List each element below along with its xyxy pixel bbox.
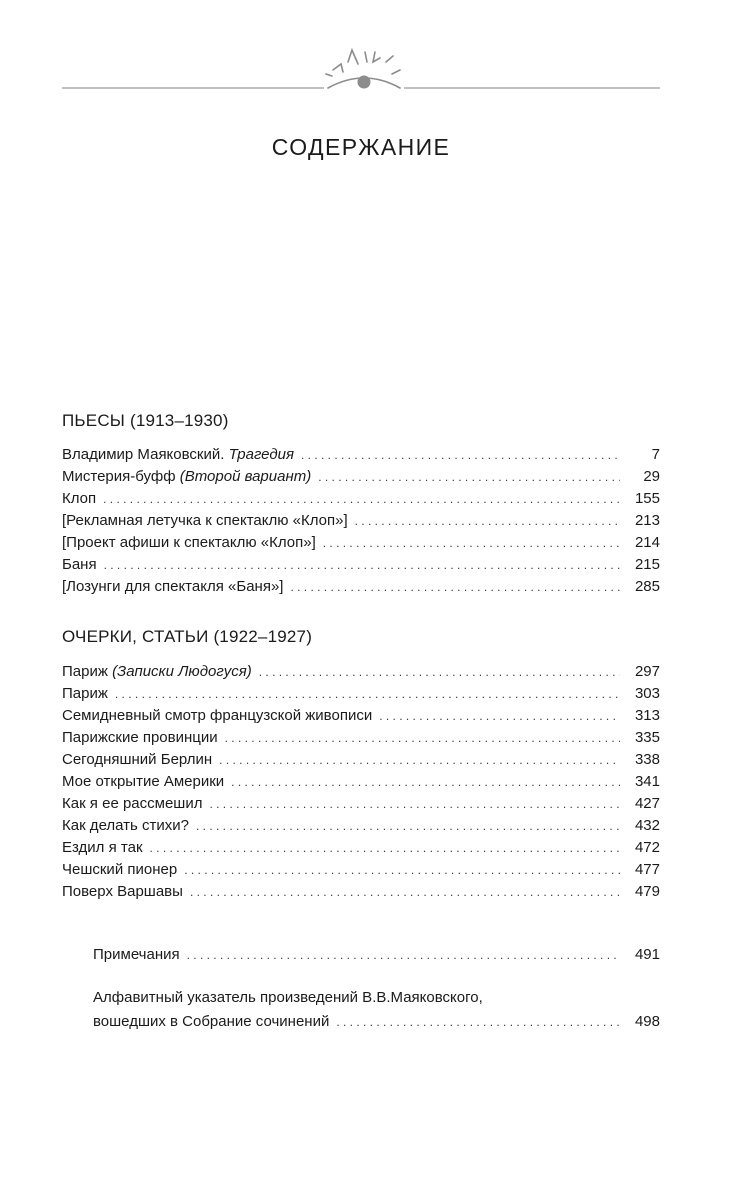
entry-title	[62, 466, 311, 488]
entry-page-number: 491	[634, 946, 660, 963]
entry-title-main: Владимир Маяковский.	[62, 446, 225, 463]
toc-entry-notes[interactable]	[93, 943, 660, 967]
entry-title	[62, 510, 348, 532]
toc-entry[interactable]	[62, 488, 660, 510]
entry-title-line2: вошедших в Собрание сочинений	[93, 1013, 330, 1030]
dot-leader	[219, 749, 620, 771]
entry-title	[62, 444, 294, 466]
dot-leader	[355, 510, 620, 532]
entry-title	[62, 815, 189, 837]
toc-entry[interactable]	[62, 683, 660, 705]
entry-title	[62, 554, 97, 576]
entry-title	[62, 488, 96, 510]
dot-leader	[190, 881, 620, 903]
entry-title	[62, 661, 252, 683]
entry-title-italic: (Второй вариант)	[179, 468, 312, 485]
entry-page-number: 155	[634, 490, 660, 507]
entry-title-main: Париж	[62, 663, 108, 680]
toc-entry[interactable]	[62, 749, 660, 771]
entry-title-main: [Проект афиши к спектаклю «Клоп»]	[62, 534, 316, 551]
toc-list-plays	[62, 444, 660, 598]
entry-title	[62, 705, 372, 727]
dot-leader	[184, 859, 620, 881]
dot-leader	[290, 576, 620, 598]
header-ornament	[62, 40, 660, 104]
entry-page-number: 338	[634, 751, 660, 768]
toc-entry[interactable]	[62, 859, 660, 881]
entry-title	[62, 683, 108, 705]
entry-title-main: Баня	[62, 556, 97, 573]
dot-leader	[301, 444, 620, 466]
entry-title-line1: Алфавитный указатель произведений В.В.Маяковского,	[93, 989, 483, 1006]
entry-title-main: Как делать стихи?	[62, 817, 189, 834]
toc-entry[interactable]	[62, 661, 660, 683]
entry-page-number: 297	[634, 663, 660, 680]
entry-page-number: 498	[634, 1013, 660, 1030]
entry-title	[62, 749, 212, 771]
entry-title-main: [Рекламная летучка к спектаклю «Клоп»]	[62, 512, 348, 529]
entry-title	[62, 576, 283, 598]
dot-leader	[196, 815, 620, 837]
section-heading-essays: ОЧЕРКИ, СТАТЬИ (1922–1927)	[62, 627, 313, 646]
entry-page-number: 432	[634, 817, 660, 834]
entry-title	[62, 793, 202, 815]
toc-entry[interactable]	[62, 554, 660, 576]
entry-title-main: [Лозунги для спектакля «Баня»]	[62, 578, 284, 595]
toc-entry[interactable]	[62, 532, 660, 554]
page-title: СОДЕРЖАНИЕ	[271, 134, 451, 160]
entry-title-italic: Трагедия	[228, 446, 294, 463]
entry-page-number: 303	[634, 685, 660, 702]
entry-title-main: Как я ее рассмешил	[62, 795, 203, 812]
entry-title-main: Семидневный смотр французской живописи	[62, 707, 373, 724]
toc-entry-index[interactable]	[93, 986, 660, 1034]
dot-leader	[379, 705, 620, 727]
dot-leader	[103, 488, 620, 510]
dot-leader	[115, 683, 620, 705]
toc-entry[interactable]	[62, 444, 660, 466]
entry-page-number: 313	[634, 707, 660, 724]
dot-leader	[225, 727, 620, 749]
toc-entry[interactable]	[62, 815, 660, 837]
entry-page-number: 335	[634, 729, 660, 746]
dot-leader	[104, 554, 620, 576]
entry-title-italic: (Записки Людогуся)	[112, 663, 252, 680]
toc-entry[interactable]	[62, 466, 660, 488]
entry-page-number: 214	[634, 534, 660, 551]
entry-title	[62, 859, 177, 881]
entry-page-number: 29	[643, 468, 660, 485]
toc-entry[interactable]	[62, 771, 660, 793]
entry-title	[62, 727, 218, 749]
entry-title-main: Париж	[62, 685, 108, 702]
entry-title-main: Парижские провинции	[62, 729, 218, 746]
dot-leader	[231, 771, 620, 793]
entry-page-number: 215	[634, 556, 660, 573]
entry-page-number: 477	[634, 861, 660, 878]
dot-leader	[187, 943, 620, 967]
toc-entry[interactable]	[62, 705, 660, 727]
entry-title-main: Сегодняшний Берлин	[62, 751, 213, 768]
entry-page-number: 213	[634, 512, 660, 529]
entry-title	[62, 837, 143, 859]
dot-leader	[336, 1010, 620, 1034]
section-heading-plays: ПЬЕСЫ (1913–1930)	[62, 411, 229, 430]
entry-title-main: Поверх Варшавы	[62, 883, 183, 900]
entry-title-main: Ездил я так	[62, 839, 143, 856]
entry-title-main: Чешский пионер	[62, 861, 178, 878]
dot-leader	[150, 837, 620, 859]
toc-entry[interactable]	[62, 727, 660, 749]
toc-entry[interactable]	[62, 510, 660, 532]
toc-list-appendix	[93, 943, 660, 1034]
entry-title-main: Мистерия-буфф	[62, 468, 176, 485]
dot-leader	[259, 661, 620, 683]
dot-leader	[209, 793, 620, 815]
toc-entry[interactable]	[62, 837, 660, 859]
toc-list-essays	[62, 661, 660, 903]
entry-title-main: Клоп	[62, 490, 97, 507]
entry-page-number: 285	[634, 578, 660, 595]
toc-entry[interactable]	[62, 576, 660, 598]
toc-entry[interactable]	[62, 881, 660, 903]
entry-page-number: 341	[634, 773, 660, 790]
entry-page-number: 472	[634, 839, 660, 856]
toc-entry[interactable]	[62, 793, 660, 815]
entry-title	[62, 881, 183, 903]
entry-title: Примечания	[93, 946, 180, 963]
sunburst-emblem-icon	[62, 40, 660, 104]
dot-leader	[318, 466, 620, 488]
entry-title	[62, 532, 316, 554]
entry-page-number: 427	[634, 795, 660, 812]
entry-page-number: 7	[651, 446, 660, 463]
entry-page-number: 479	[634, 883, 660, 900]
entry-title-main: Мое открытие Америки	[62, 773, 225, 790]
dot-leader	[323, 532, 620, 554]
entry-title	[62, 771, 224, 793]
